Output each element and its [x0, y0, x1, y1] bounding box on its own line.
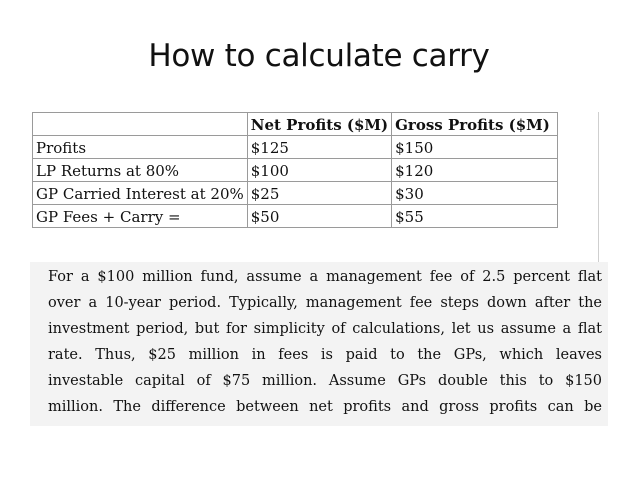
table-cell: GP Fees + Carry =	[33, 205, 248, 228]
paragraph-line: investment period, but for simplicity of calculations, let us assume a flat	[48, 321, 602, 337]
embedded-document-snapshot	[30, 104, 608, 426]
table-cell: $50	[247, 205, 391, 228]
table-header-cell	[33, 113, 248, 136]
paragraph-line: million. The difference between net profits and gross profits can be	[48, 399, 602, 415]
paragraph-line: For a $100 million fund, assume a management fee of 2.5 percent flat	[48, 269, 602, 285]
table-header-row	[33, 113, 558, 136]
slide-title: How to calculate carry	[148, 38, 490, 74]
table-cell: $150	[392, 136, 558, 159]
table-row	[33, 136, 558, 159]
table-header-cell: Gross Profits ($M)	[392, 113, 558, 136]
table-cell: Profits	[33, 136, 248, 159]
table-cell: LP Returns at 80%	[33, 159, 248, 182]
table-cell: $30	[392, 182, 558, 205]
table-cell: $55	[392, 205, 558, 228]
table-cell: $25	[247, 182, 391, 205]
table-cell: $125	[247, 136, 391, 159]
table-cell: $120	[392, 159, 558, 182]
paragraph-line: rate. Thus, $25 million in fees is paid to the GPs, which leaves	[48, 347, 602, 363]
table-row	[33, 205, 558, 228]
table-cell: $100	[247, 159, 391, 182]
divider	[598, 112, 599, 262]
table-row	[33, 159, 558, 182]
table-cell: GP Carried Interest at 20%	[33, 182, 248, 205]
carry-table	[32, 112, 558, 228]
text-excerpt	[30, 262, 608, 426]
paragraph-line: over a 10-year period. Typically, management fee steps down after the	[48, 295, 602, 311]
table-row	[33, 182, 558, 205]
table-header-cell: Net Profits ($M)	[247, 113, 391, 136]
paragraph-line: investable capital of $75 million. Assume GPs double this to $150	[48, 373, 602, 389]
